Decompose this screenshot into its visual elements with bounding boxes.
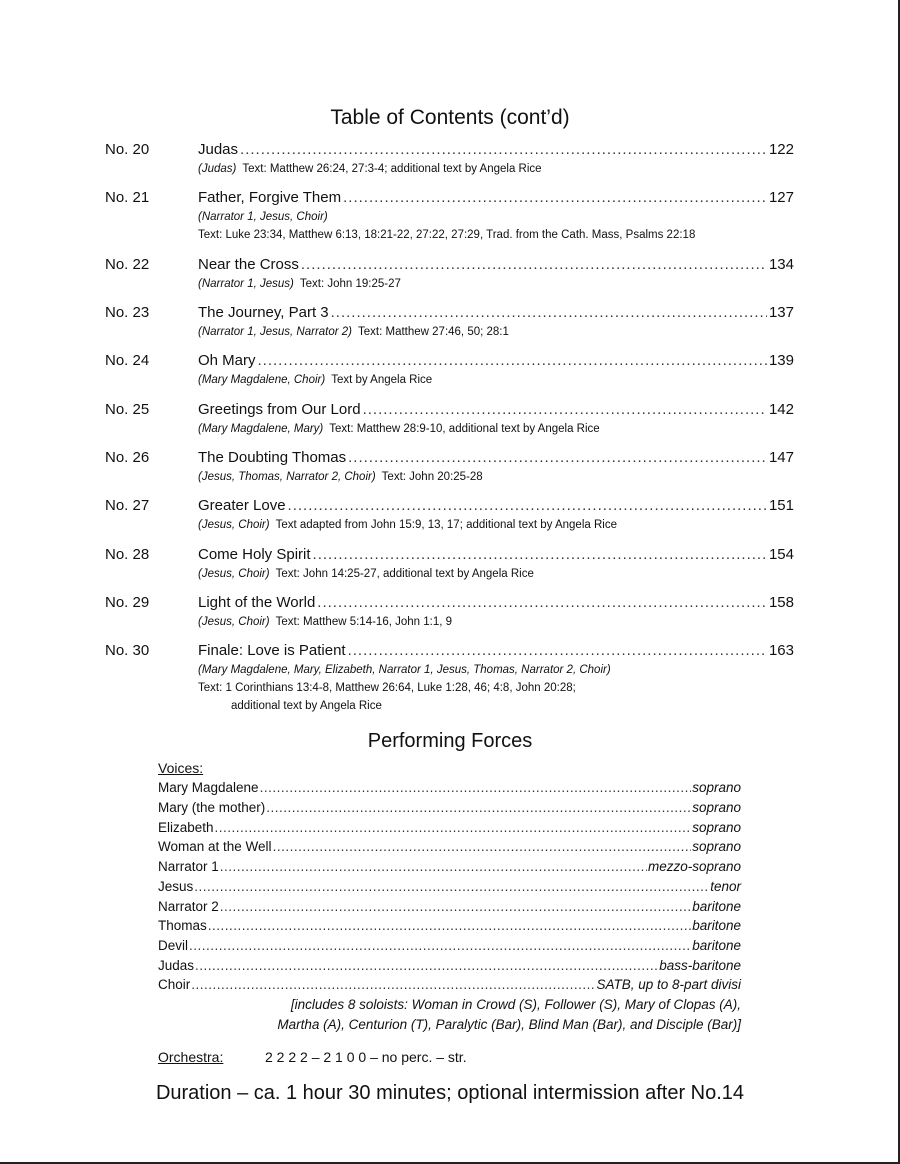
entry-title: Father, Forgive Them [198, 189, 342, 206]
voice-range: tenor [710, 879, 741, 894]
entry-roles: (Narrator 1, Jesus) [198, 278, 294, 290]
voice-range: baritone [692, 899, 741, 914]
entry-title: Near the Cross [198, 256, 299, 273]
soloists-note-line1: [includes 8 soloists: Woman in Crowd (S), Follower (S), Mary of Clopas (A), [290, 997, 741, 1012]
voice-range: SATB, up to 8-part divisi [596, 977, 741, 992]
entry-roles: (Jesus, Choir) [198, 616, 270, 628]
orchestra-value: 2 2 2 2 – 2 1 0 0 – no perc. – str. [265, 1049, 467, 1065]
entry-line [198, 400, 794, 420]
entry-roles: (Mary Magdalene, Mary) [198, 423, 324, 435]
dot-leader [348, 448, 767, 468]
entry-page: 139 [768, 352, 794, 369]
voice-row [158, 838, 741, 856]
entry-roles: (Narrator 1, Jesus, Narrator 2) [198, 326, 353, 338]
duration-note: Duration – ca. 1 hour 30 minutes; optional intermission after No.14 [155, 1082, 745, 1104]
entry-page: 151 [768, 497, 794, 514]
entry-roles: (Jesus, Thomas, Narrator 2, Choir) [198, 471, 376, 483]
soloists-note-line2: Martha (A), Centurion (T), Paralytic (Bar), Blind Man (Bar), and Disciple (Bar)] [277, 1017, 741, 1032]
entry-line [198, 641, 794, 661]
voice-name: Jesus [158, 879, 194, 894]
dot-leader [260, 779, 692, 797]
entry-page: 127 [768, 189, 794, 206]
entry-text: Text: Luke 23:34, Matthew 6:13, 18:21-22, 27:22, 27:29, Trad. from the Cath. Mass, Psalms 22:18 [198, 229, 696, 241]
entry-title: Come Holy Spirit [198, 546, 311, 563]
voice-name: Woman at the Well [158, 839, 272, 854]
entry-title: Judas [198, 141, 239, 158]
entry-page: 142 [768, 401, 794, 418]
entry-title: Light of the World [198, 594, 316, 611]
entry-page: 134 [768, 256, 794, 273]
entry-roles: (Narrator 1, Jesus, Choir) [198, 211, 328, 223]
entry-subtext [198, 276, 401, 292]
entry-text-continuation [231, 698, 382, 714]
entry-text: Text: Matthew 5:14-16, John 1:1, 9 [275, 616, 453, 628]
entry-title: Finale: Love is Patient [198, 642, 346, 659]
entry-roles: (Judas) [198, 163, 237, 175]
dot-leader [208, 917, 691, 935]
entry-number: No. 30 [105, 642, 150, 659]
dot-leader [240, 140, 767, 160]
entry-subtext [198, 614, 452, 630]
entry-number: No. 21 [105, 189, 150, 206]
entry-page: 163 [768, 642, 794, 659]
entry-text-line [198, 227, 695, 243]
voice-name: Elizabeth [158, 820, 214, 835]
voice-range: soprano [692, 780, 741, 795]
performing-forces-title: Performing Forces [367, 730, 533, 752]
entry-number: No. 20 [105, 141, 150, 158]
dot-leader [215, 819, 692, 837]
voice-range: soprano [692, 820, 741, 835]
entry-page: 137 [768, 304, 794, 321]
voice-row [158, 878, 741, 896]
entry-number: No. 26 [105, 449, 150, 466]
voice-range: soprano [692, 839, 741, 854]
dot-leader [273, 838, 692, 856]
entry-page: 158 [768, 594, 794, 611]
entry-text: Text: John 14:25-27, additional text by Angela Rice [275, 568, 534, 580]
entry-number: No. 27 [105, 497, 150, 514]
dot-leader [195, 957, 658, 975]
dot-leader [301, 255, 767, 275]
entry-subtext [198, 372, 432, 388]
entry-line [198, 448, 794, 468]
entry-subtext [198, 324, 509, 340]
entry-number: No. 28 [105, 546, 150, 563]
toc-title: Table of Contents (cont’d) [330, 106, 570, 129]
dot-leader [189, 937, 691, 955]
voices-heading: Voices: [158, 760, 204, 776]
voice-range: soprano [692, 800, 741, 815]
entry-text: Text: John 20:25-28 [381, 471, 483, 483]
voice-row [158, 917, 741, 935]
voice-name: Mary Magdalene [158, 780, 259, 795]
entry-subtext [198, 566, 534, 582]
voice-row [158, 819, 741, 837]
voice-row [158, 976, 741, 994]
entry-line [198, 188, 794, 208]
entry-roles: (Mary Magdalene, Mary, Elizabeth, Narrator 1, Jesus, Thomas, Narrator 2, Choir) [198, 664, 611, 676]
entry-text: Text: Matthew 26:24, 27:3-4; additional text by Angela Rice [242, 163, 542, 175]
dot-leader [363, 400, 767, 420]
voice-name: Devil [158, 938, 189, 953]
voice-range: mezzo-soprano [647, 859, 741, 874]
dot-leader [220, 898, 691, 916]
dot-leader [343, 188, 767, 208]
entry-roles: (Jesus, Choir) [198, 519, 270, 531]
dot-leader [258, 351, 767, 371]
orchestra-label: Orchestra: [158, 1049, 224, 1065]
dot-leader [313, 545, 767, 565]
voice-name: Narrator 2 [158, 899, 219, 914]
entry-line [198, 545, 794, 565]
voice-row [158, 799, 741, 817]
dot-leader [331, 303, 767, 323]
dot-leader [266, 799, 691, 817]
entry-text: Text: Matthew 27:46, 50; 28:1 [358, 326, 509, 338]
entry-page: 147 [768, 449, 794, 466]
voice-row [158, 779, 741, 797]
entry-line [198, 593, 794, 613]
entry-subtext [198, 517, 617, 533]
entry-text: Text by Angela Rice [331, 374, 433, 386]
entry-title: The Doubting Thomas [198, 449, 347, 466]
entry-text-line [198, 680, 576, 696]
entry-subtext [198, 421, 600, 437]
entry-number: No. 29 [105, 594, 150, 611]
entry-page: 154 [768, 546, 794, 563]
entry-title: Oh Mary [198, 352, 256, 369]
voice-row [158, 858, 741, 876]
voice-range: bass-baritone [659, 958, 741, 973]
entry-line [198, 496, 794, 516]
voice-name: Mary (the mother) [158, 800, 266, 815]
entry-page: 122 [768, 141, 794, 158]
entry-text: Text: Matthew 28:9-10, additional text by Angela Rice [329, 423, 600, 435]
voice-row [158, 898, 741, 916]
entry-line [198, 255, 794, 275]
entry-roles-line [198, 209, 334, 225]
entry-roles: (Jesus, Choir) [198, 568, 270, 580]
voice-row [158, 957, 741, 975]
voice-name: Narrator 1 [158, 859, 219, 874]
entry-line [198, 303, 794, 323]
entry-subtext [198, 161, 542, 177]
entry-text: Text: 1 Corinthians 13:4-8, Matthew 26:64, Luke 1:28, 46; 4:8, John 20:28; [198, 682, 576, 694]
entry-line [198, 351, 794, 371]
voice-name: Choir [158, 977, 191, 992]
dot-leader [191, 976, 595, 994]
entry-title: Greater Love [198, 497, 286, 514]
entry-number: No. 23 [105, 304, 150, 321]
entry-number: No. 22 [105, 256, 150, 273]
entry-roles: (Mary Magdalene, Choir) [198, 374, 326, 386]
voice-name: Thomas [158, 918, 207, 933]
entry-title: Greetings from Our Lord [198, 401, 361, 418]
entry-text: Text adapted from John 15:9, 13, 17; additional text by Angela Rice [275, 519, 617, 531]
entry-number: No. 24 [105, 352, 150, 369]
entry-text-cont: additional text by Angela Rice [231, 700, 382, 712]
entry-line [198, 140, 794, 160]
dot-leader [220, 858, 647, 876]
voice-range: baritone [692, 918, 741, 933]
dot-leader [194, 878, 709, 896]
voice-range: baritone [692, 938, 741, 953]
entry-roles-line [198, 662, 617, 678]
entry-text: Text: John 19:25-27 [299, 278, 401, 290]
entry-number: No. 25 [105, 401, 150, 418]
voice-row [158, 937, 741, 955]
dot-leader [348, 641, 767, 661]
dot-leader [288, 496, 767, 516]
voice-name: Judas [158, 958, 195, 973]
dot-leader [317, 593, 767, 613]
entry-title: The Journey, Part 3 [198, 304, 329, 321]
entry-subtext [198, 469, 483, 485]
